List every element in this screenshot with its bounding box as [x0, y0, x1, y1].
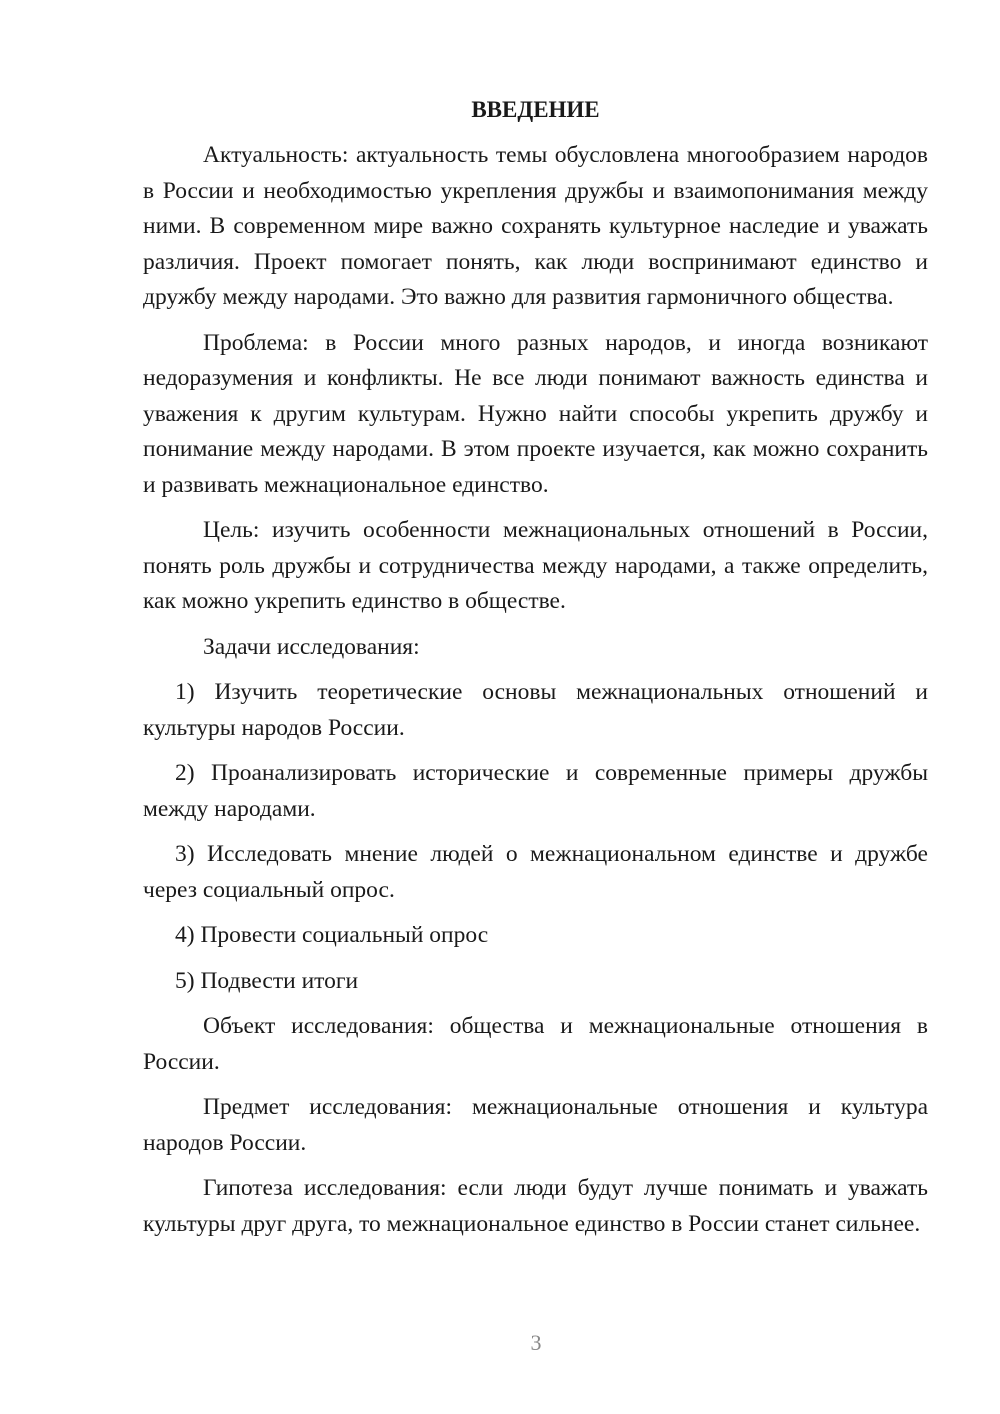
task-item-4: 4) Провести социальный опрос	[175, 922, 489, 948]
page-number: 3	[530, 1330, 542, 1355]
task-item-5: 5) Подвести итоги	[175, 967, 359, 994]
object-paragraph: Объект исследования: общества и межнациональные отношения в России.	[143, 1013, 928, 1075]
tasks-heading: Задачи исследования:	[203, 633, 420, 660]
hypothesis-paragraph: Гипотеза исследования: если люди будут лучше понимать и уважать культуры друг друга, то межнациональное единство в России станет сильнее.	[143, 1175, 928, 1237]
task-item-2: 2) Проанализировать исторические и современные примеры дружбы между народами.	[143, 760, 928, 822]
task-item-3: 3) Исследовать мнение людей о межнациональном единстве и дружбе через социальный опрос.	[143, 841, 928, 903]
page-content	[143, 94, 928, 1252]
section-title: ВВЕДЕНИЕ	[471, 97, 600, 122]
goal-paragraph: Цель: изучить особенности межнациональных отношений в России, понять роль дружбы и сотрудничества между народами, а также определить, как можно укрепить единство в обществе.	[143, 517, 928, 614]
subject-paragraph: Предмет исследования: межнациональные отношения и культура народов России.	[143, 1094, 928, 1156]
problem-paragraph: Проблема: в России много разных народов, и иногда возникают недоразумения и конфликты. Не все люди понимают важность единства и уважения к другим культурам. Нужно найти способы укрепить дружбу и понимание между народами. В этом проекте изучается, как можно сохранить и развивать межнациональное единство.	[143, 329, 928, 498]
relevance-paragraph: Актуальность: актуальность темы обусловлена многообразием народов в России и необходимостью укрепления дружбы и взаимопонимания между ними. В современном мире важно сохранять культурное наследие и уважать различия. Проект помогает понять, как люди воспринимают единство и дружбу между народами. Это важно для развития гармоничного общества.	[143, 142, 928, 310]
task-item-1: 1) Изучить теоретические основы межнациональных отношений и культуры народов России.	[143, 679, 928, 741]
